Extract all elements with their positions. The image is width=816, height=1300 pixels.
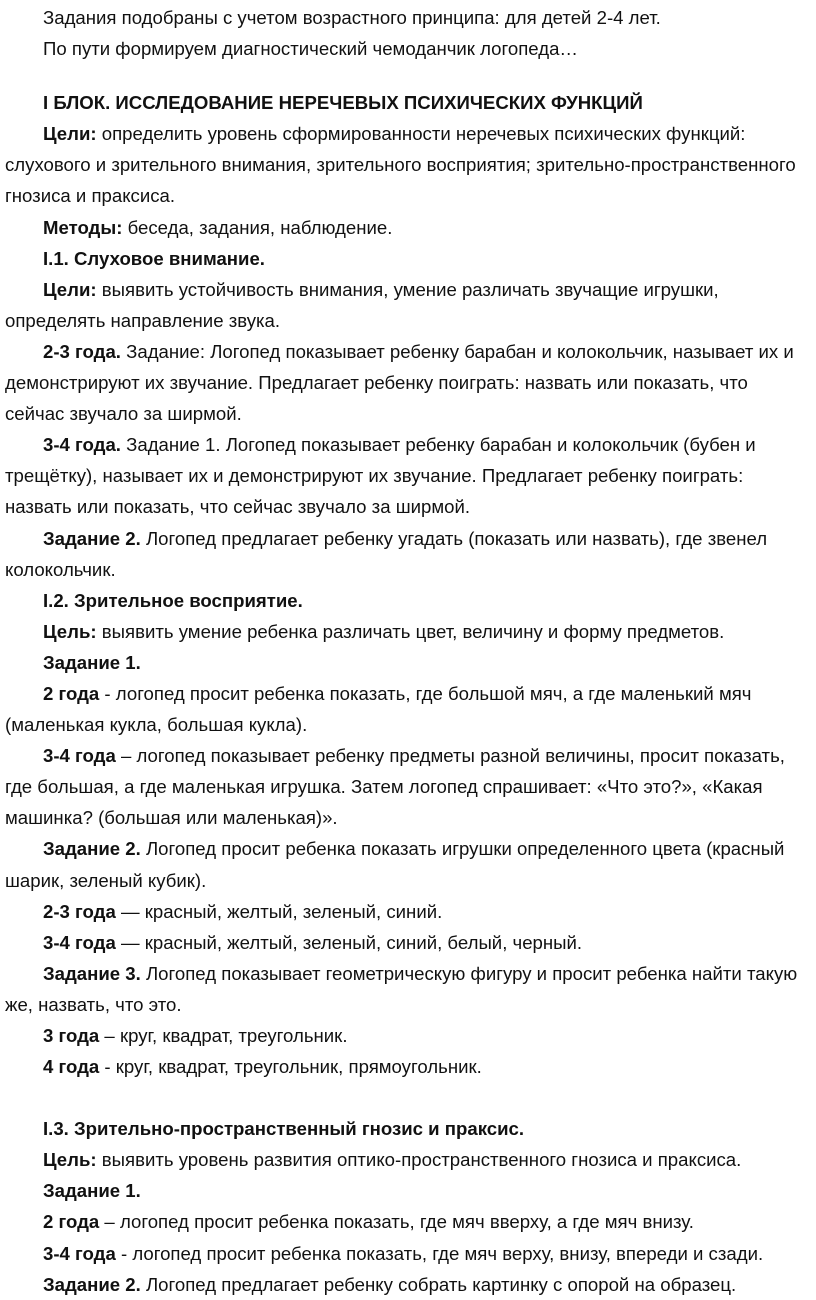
section-1-2-task-1: Задание 1. [43, 651, 141, 673]
section-1-1-goals: Цели: выявить устойчивость внимания, умение различать звучащие игрушки, определять направление звука. [5, 278, 719, 331]
section-1-3-task-2: Задание 2. Логопед предлагает ребенку собрать картинку с опорой на образец. [43, 1273, 737, 1295]
section-1-3-task-1-age-2: 2 года – логопед просит ребенка показать, где мяч вверху, а где мяч внизу. [43, 1211, 694, 1233]
section-1-3-title: I.3. Зрительно-пространственный гнозис и праксис. [43, 1118, 525, 1140]
block-1-goals: Цели: определить уровень сформированности неречевых психических функций: слухового и зрительного внимания, зрительного восприятия; зрительно-пространственного гнозиса и праксиса. [5, 123, 796, 207]
block-1-methods: Методы: беседа, задания, наблюдение. [43, 216, 393, 238]
section-1-1-age-2-3: 2-3 года. Задание: Логопед показывает ребенку барабан и колокольчик, называет их и демонстрируют их звучание. Предлагает ребенку поиграть: назвать или показать, что сейчас звучало за ширмой. [5, 340, 794, 425]
section-1-2-task-2: Задание 2. Логопед просит ребенка показать игрушки определенного цвета (красный шарик, зеленый кубик). [5, 838, 785, 891]
section-1-2-task-1-age-3-4: 3-4 года – логопед показывает ребенку предметы разной величины, просит показать, где большая, а где маленькая игрушка. Затем логопед спрашивает: «Что это?», «Какая машинка? (большая или маленькая)». [5, 745, 785, 829]
section-1-2-task-3-age-3: 3 года – круг, квадрат, треугольник. [43, 1025, 348, 1046]
section-1-1-age-3-4: 3-4 года. Задание 1. Логопед показывает ребенку барабан и колокольчик (бубен и трещётку), называет их и демонстрируют их звучание. Предлагает ребенку поиграть: назвать или показать, что сейчас звучало за ширмой. [5, 434, 756, 518]
section-1-3-task-1: Задание 1. [43, 1180, 141, 1202]
section-1-2-task-3: Задание 3. Логопед показывает геометрическую фигуру и просит ребенка найти такую же, назвать, что это. [5, 962, 798, 1015]
section-1-2-task-2-age-2-3: 2-3 года — красный, желтый, зеленый, синий. [43, 900, 443, 922]
section-1-2-task-2-age-3-4: 3-4 года — красный, желтый, зеленый, синий, белый, черный. [43, 931, 583, 953]
intro-line-2: По пути формируем диагностический чемоданчик логопеда… [43, 38, 579, 60]
section-1-3-task-1-age-3-4: 3-4 года - логопед просит ребенка показать, где мяч верху, внизу, впереди и сзади. [43, 1242, 764, 1264]
section-1-1-title: I.1. Слуховое внимание. [43, 247, 265, 269]
section-1-2-task-1-age-2: 2 года - логопед просит ребенка показать, где большой мяч, а где маленький мяч (маленькая кукла, большая кукла). [5, 682, 752, 736]
section-1-1-task-2: Задание 2. Логопед предлагает ребенку угадать (показать или назвать), где звенел колокольчик. [5, 527, 768, 580]
block-1-title: I БЛОК. ИССЛЕДОВАНИЕ НЕРЕЧЕВЫХ ПСИХИЧЕСКИХ ФУНКЦИЙ [43, 92, 643, 114]
section-1-2-goal: Цель: выявить умение ребенка различать цвет, величину и форму предметов. [43, 620, 725, 642]
section-1-2-title: I.2. Зрительное восприятие. [43, 589, 303, 611]
intro-line-1: Задания подобраны с учетом возрастного принципа: для детей 2-4 лет. [43, 7, 661, 28]
section-1-3-goal: Цель: выявить уровень развития оптико-пространственного гнозиса и праксиса. [43, 1149, 742, 1171]
section-1-2-task-3-age-4: 4 года - круг, квадрат, треугольник, прямоугольник. [43, 1056, 482, 1078]
